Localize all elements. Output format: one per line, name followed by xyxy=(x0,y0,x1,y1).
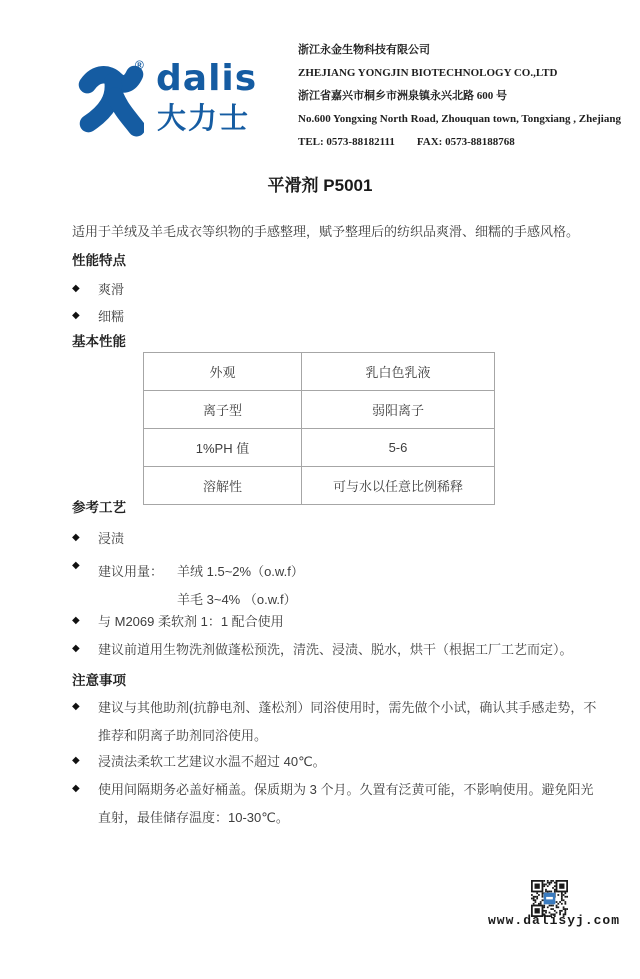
note-item-text: 建议与其他助剂(抗静电剂、蓬松剂）同浴使用时，需先做个小试，确认其手感走势，不推荐和阴离子助剂同浴使用。 xyxy=(98,700,597,743)
note-item xyxy=(72,781,598,831)
company-fax: FAX: 0573-88188768 xyxy=(416,136,515,148)
feature-item xyxy=(72,308,124,331)
dosage-cashmere: 羊绒 1.5~2%（o.w.f） xyxy=(177,564,304,579)
note-item-text: 浸渍法柔软工艺建议水温不超过 40℃。 xyxy=(98,754,326,769)
company-name-en: ZHEJIANG YONGJIN BIOTECHNOLOGY CO.,LTD xyxy=(298,67,558,79)
note-item-text: 使用间隔期务必盖好桶盖。保质期为 3 个月。久置有泛黄可能，不影响使用。避免阳光直射，最佳储存温度：10-30℃。 xyxy=(98,782,594,825)
company-info-block xyxy=(298,42,628,157)
diamond-bullet-icon: ◆ xyxy=(72,560,80,571)
section-heading-features: 性能特点 xyxy=(72,253,126,268)
table-row xyxy=(144,353,495,391)
table-row xyxy=(144,467,495,505)
process-item-dosage xyxy=(72,558,304,614)
diamond-bullet-icon: ◆ xyxy=(72,615,80,626)
diamond-bullet-icon: ◆ xyxy=(72,783,80,794)
process-item-text: 浸渍 xyxy=(98,531,125,546)
property-value: 弱阳离子 xyxy=(301,391,494,429)
website-url: www.dalisyj.com xyxy=(488,913,621,928)
company-address-cn: 浙江省嘉兴市桐乡市洲泉镇永兴北路 600 号 xyxy=(298,90,507,102)
diamond-bullet-icon: ◆ xyxy=(72,310,80,321)
process-item-text: 建议前道用生物洗剂做蓬松预洗，清洗、浸渍、脱水，烘干（根据工厂工艺而定）。 xyxy=(98,642,573,657)
table-row xyxy=(144,429,495,467)
process-item xyxy=(72,641,573,664)
property-label: 离子型 xyxy=(144,391,302,429)
company-tel: TEL: 0573-88182111 xyxy=(298,136,395,148)
process-item-text: 与 M2069 柔软剂 1：1 配合使用 xyxy=(98,614,284,629)
properties-table xyxy=(143,352,495,505)
qr-code xyxy=(531,880,568,917)
brand-name-cn: 大力士 xyxy=(157,103,251,135)
product-intro-text: 适用于羊绒及羊毛成衣等织物的手感整理，赋予整理后的纺织品爽滑、细糯的手感风格。 xyxy=(72,224,580,239)
diamond-bullet-icon: ◆ xyxy=(72,755,80,766)
diamond-bullet-icon: ◆ xyxy=(72,283,80,294)
company-name-cn: 浙江永金生物科技有限公司 xyxy=(298,44,430,56)
company-address-en: No.600 Yongxing North Road, Zhouquan town, Tongxiang , Zhejiang xyxy=(298,113,621,125)
property-value: 乳白色乳液 xyxy=(301,353,494,391)
property-value: 5-6 xyxy=(301,429,494,467)
feature-label: 细糯 xyxy=(98,309,125,324)
feature-item xyxy=(72,281,124,304)
table-row xyxy=(144,391,495,429)
diamond-bullet-icon: ◆ xyxy=(72,701,80,712)
process-item xyxy=(72,530,124,553)
diamond-bullet-icon: ◆ xyxy=(72,532,80,543)
section-heading-notes: 注意事项 xyxy=(72,673,126,688)
page-title: 平滑剂 P5001 xyxy=(267,176,373,195)
property-label: 1%PH 值 xyxy=(144,429,302,467)
property-label: 外观 xyxy=(144,353,302,391)
registered-trademark-icon: ® xyxy=(135,58,144,72)
company-contact xyxy=(298,134,628,157)
brand-name-en: dalis xyxy=(156,58,258,99)
property-value: 可与水以任意比例稀释 xyxy=(301,467,494,505)
note-item xyxy=(72,753,598,776)
diamond-bullet-icon: ◆ xyxy=(72,643,80,654)
dosage-wool: 羊毛 3~4% （o.w.f） xyxy=(177,592,297,607)
property-label: 溶解性 xyxy=(144,467,302,505)
dosage-label: 建议用量： xyxy=(98,564,164,579)
feature-label: 爽滑 xyxy=(98,282,125,297)
section-heading-properties: 基本性能 xyxy=(72,334,126,349)
note-item xyxy=(72,699,598,749)
section-heading-process: 参考工艺 xyxy=(72,500,126,515)
process-item xyxy=(72,613,284,636)
